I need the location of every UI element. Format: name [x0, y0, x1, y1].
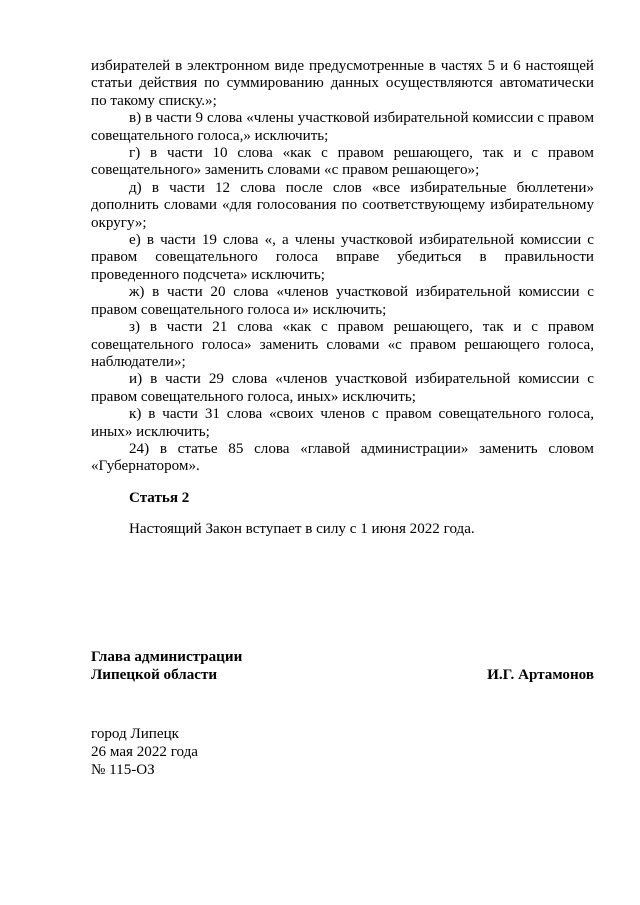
signature-row [91, 666, 594, 684]
paragraph-item-i: и) в части 29 слова «членов участковой избирательной комиссии с правом совещательного голоса, иных» исключить; [91, 371, 594, 405]
signatory-position-line1: Глава администрации [91, 649, 243, 665]
signature-block [91, 648, 594, 684]
paragraph-item-k: к) в части 31 слова «своих членов с правом совещательного голоса, иных» исключить; [91, 406, 594, 440]
signatory-position-line2: Липецкой области [91, 667, 218, 683]
law-text [91, 58, 594, 539]
paragraph-item-v: в) в части 9 слова «члены участковой избирательной комиссии с правом совещательного голоса,» исключить; [91, 110, 594, 144]
footer-city: город Липецк [91, 726, 179, 742]
document-footer [91, 725, 198, 779]
paragraph-continuation: избирателей в электронном виде предусмотренные в частях 5 и 6 настоящей статьи действия по суммированию данных осуществляются автоматически по такому списку.»; [91, 58, 594, 109]
signatory-name: И.Г. Артамонов [487, 667, 594, 683]
paragraph-item-g: г) в части 10 слова «как с правом решающего, так и с правом совещательного» заменить словами «с правом решающего»; [91, 145, 594, 179]
paragraph-item-zh: ж) в части 20 слова «членов участковой избирательной комиссии с правом совещательного голоса и» исключить; [91, 284, 594, 318]
footer-law-number: № 115-ОЗ [91, 762, 155, 778]
footer-date: 26 мая 2022 года [91, 744, 198, 760]
article-2-title: Статья 2 [129, 489, 190, 506]
paragraph-item-d: д) в части 12 слова после слов «все избирательные бюллетени» дополнить словами «для голосования по соответствующему избирательному округу»; [91, 179, 594, 231]
paragraph-item-z: з) в части 21 слова «как с правом решающего, так и с правом совещательного голоса» заменить словами «с правом решающего голоса, наблюдатели»; [91, 319, 594, 370]
article-2-text: Настоящий Закон вступает в силу с 1 июня 2022 года. [129, 521, 475, 538]
paragraph-item-24: 24) в статье 85 слова «главой администрации» заменить словом «Губернатором». [91, 440, 594, 475]
paragraph-item-e: е) в части 19 слова «, а члены участковой избирательной комиссии с правом совещательного голоса вправе убедиться в правильности проведенного подсчета» исключить; [91, 232, 594, 283]
